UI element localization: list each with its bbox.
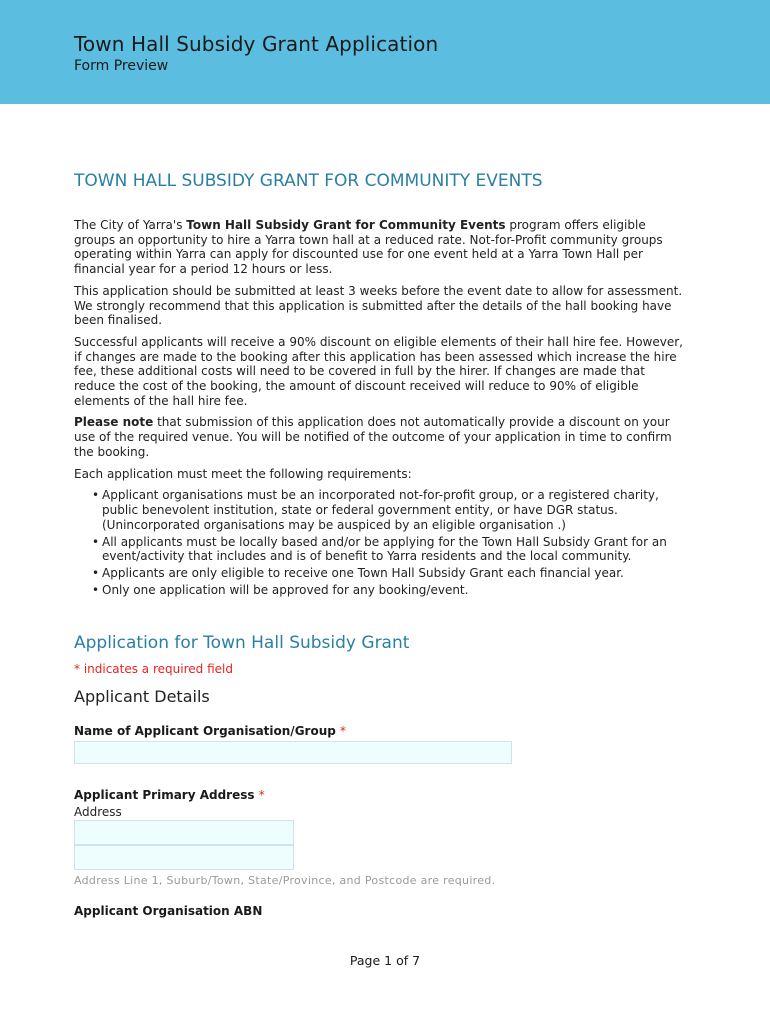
address-line-2-input[interactable] [74, 845, 294, 870]
required-star: * [258, 788, 265, 803]
list-item: • Only one application will be approved for any booking/event. [92, 583, 684, 598]
intro-title: TOWN HALL SUBSIDY GRANT FOR COMMUNITY EVENTS [74, 171, 543, 191]
program-name: Town Hall Subsidy Grant for Community Events [186, 218, 506, 232]
requirements-list [74, 488, 684, 598]
form-content [74, 171, 684, 921]
app-subtitle: Form Preview [74, 58, 169, 74]
list-item: • Applicants are only eligible to receive one Town Hall Subsidy Grant each financial year. [92, 566, 684, 581]
list-item: • All applicants must be locally based and/or be applying for the Town Hall Subsidy Grant for an event/activity that includes and is of benefit to Yarra residents and the local community. [92, 535, 684, 564]
address-label-text: Applicant Primary Address [74, 788, 255, 803]
abn-label: Applicant Organisation ABN [74, 904, 263, 919]
intro-paragraph-4 [74, 415, 684, 459]
intro-paragraph-2: This application should be submitted at least 3 weeks before the event date to allow for assessment. We strongly recommend that this application is submitted after the details of the hall booking have been finalised. [74, 283, 683, 328]
intro-text: that submission of this application does not automatically provide a discount on your use of the required venue. You will be notified of the outcome of your application in time to confirm the booking. [74, 415, 672, 459]
page-indicator: Page 1 of 7 [349, 953, 421, 968]
intro-paragraph-3: Successful applicants will receive a 90% discount on eligible elements of their hall hire fee. However, if changes are made to the booking after this application has been assessed which increase the hire fee, these additional costs will need to be covered in full by the hirer. If changes are made that reduce the cost of the booking, the amount of discount received will reduce to 90% of eligible elements of the hall hire fee. [74, 334, 683, 408]
required-field-note: * indicates a required field [74, 662, 233, 677]
intro-paragraph-5: Each application must meet the following requirements: [74, 466, 412, 481]
address-sublabel: Address [74, 805, 122, 820]
address-line-input[interactable] [74, 820, 294, 845]
org-name-input[interactable] [74, 741, 512, 764]
intro-text: program offers eligible groups an opportunity to hire a Yarra town hall at a reduced rate. Not-for-Profit community groups operating within Yarra can apply for discounted use for one event held at a Yarra Town Hall per financial year for a period 12 hours or less. [74, 218, 663, 277]
intro-paragraph-1 [74, 218, 684, 277]
list-item: • Applicant organisations must be an incorporated not-for-profit group, or a registered charity, public benevolent institution, state or federal government entity, or have DGR status. (Unincorporated organisations may be auspiced by an eligible organisation .) [92, 488, 684, 532]
intro-text: The City of Yarra's [74, 218, 187, 232]
application-title: Application for Town Hall Subsidy Grant [74, 633, 410, 654]
please-note-label: Please note [74, 415, 154, 430]
org-name-label [74, 724, 684, 738]
org-name-label-text: Name of Applicant Organisation/Group [74, 724, 336, 739]
app-title: Town Hall Subsidy Grant Application [74, 32, 439, 56]
applicant-details-heading: Applicant Details [74, 687, 210, 707]
address-label [74, 788, 684, 802]
required-star: * [340, 724, 347, 739]
page-header [0, 0, 770, 104]
address-help-text: Address Line 1, Suburb/Town, State/Province, and Postcode are required. [74, 874, 496, 888]
